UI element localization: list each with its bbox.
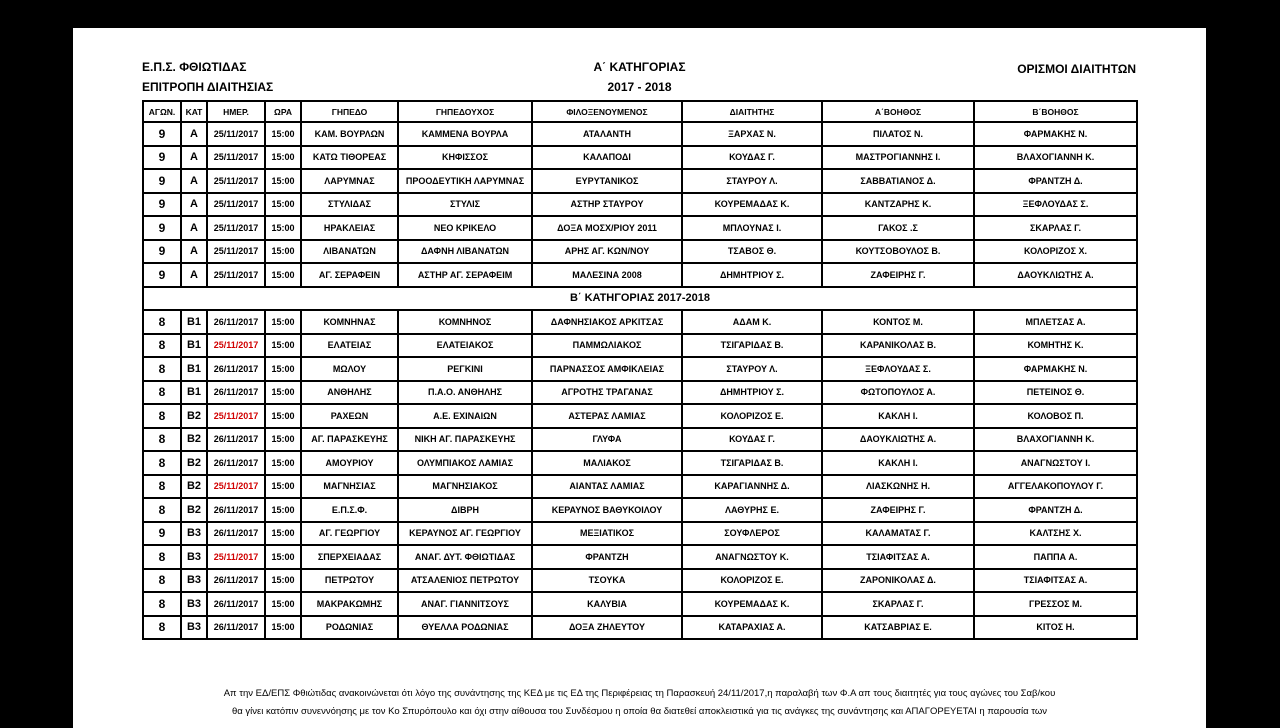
cell-away-team: ΔΑΦΝΗΣΙΑΚΟΣ ΑΡΚΙΤΣΑΣ (532, 310, 682, 334)
cell-assistant-1: ΚΑΚΛΗ Ι. (822, 404, 974, 428)
cell-referee: ΔΗΜΗΤΡΙΟΥ Σ. (682, 263, 822, 287)
cell-away-team: ΚΑΛΥΒΙΑ (532, 592, 682, 616)
cell-time: 15:00 (265, 522, 301, 546)
cell-assistant-1: ΓΑΚΟΣ .Σ (822, 216, 974, 240)
cell-away-team: ΜΕΞΙΑΤΙΚΟΣ (532, 522, 682, 546)
column-header-assistant-2: Β΄ΒΟΗΘΟΣ (974, 101, 1137, 122)
cell-date: 26/11/2017 (207, 616, 265, 640)
cell-assistant-2: ΦΑΡΜΑΚΗΣ Ν. (974, 122, 1137, 146)
cell-date: 25/11/2017 (207, 263, 265, 287)
cell-date: 25/11/2017 (207, 404, 265, 428)
cell-match-round: 9 (143, 193, 181, 217)
cell-referee: ΤΣΙΓΑΡΙΔΑΣ Β. (682, 334, 822, 358)
table-row (143, 310, 1137, 334)
cell-match-round: 9 (143, 146, 181, 170)
cell-category: Α (181, 169, 207, 193)
cell-date: 26/11/2017 (207, 428, 265, 452)
cell-assistant-1: ΚΟΥΤΣΟΒΟΥΛΟΣ Β. (822, 240, 974, 264)
cell-home-team: Π.Α.Ο. ΑΝΘΗΛΗΣ (398, 381, 532, 405)
cell-assistant-1: ΖΑΦΕΙΡΗΣ Γ. (822, 263, 974, 287)
cell-time: 15:00 (265, 616, 301, 640)
cell-match-round: 8 (143, 569, 181, 593)
column-header-match-round: ΑΓΩΝ. (143, 101, 181, 122)
cell-assistant-1: ΜΑΣΤΡΟΓΙΑΝΝΗΣ Ι. (822, 146, 974, 170)
cell-venue: ΜΑΓΝΗΣΙΑΣ (301, 475, 398, 499)
cell-assistant-1: ΚΑΛΑΜΑΤΑΣ Γ. (822, 522, 974, 546)
cell-away-team: ΠΑΜΜΩΛΙΑΚΟΣ (532, 334, 682, 358)
table-row (143, 146, 1137, 170)
cell-assistant-2: ΔΑΟΥΚΛΙΩΤΗΣ Α. (974, 263, 1137, 287)
cell-assistant-1: ΞΕΦΛΟΥΔΑΣ Σ. (822, 357, 974, 381)
cell-assistant-1: ΛΙΑΣΚΩΝΗΣ Η. (822, 475, 974, 499)
cell-venue: ΛΑΡΥΜΝΑΣ (301, 169, 398, 193)
cell-assistant-2: ΒΛΑΧΟΓΙΑΝΝΗ Κ. (974, 146, 1137, 170)
cell-referee: ΔΗΜΗΤΡΙΟΥ Σ. (682, 381, 822, 405)
cell-match-round: 9 (143, 122, 181, 146)
cell-date: 26/11/2017 (207, 310, 265, 334)
cell-home-team: ΚΗΦΙΣΣΟΣ (398, 146, 532, 170)
cell-match-round: 8 (143, 616, 181, 640)
cell-home-team: ΑΣΤΗΡ ΑΓ. ΣΕΡΑΦΕΙΜ (398, 263, 532, 287)
cell-referee: ΚΟΥΔΑΣ Γ. (682, 146, 822, 170)
cell-date: 26/11/2017 (207, 451, 265, 475)
cell-assistant-2: ΚΙΤΟΣ Η. (974, 616, 1137, 640)
cell-category: Β2 (181, 475, 207, 499)
cell-referee: ΚΟΛΟΡΙΖΟΣ Ε. (682, 569, 822, 593)
cell-assistant-1: ΣΚΑΡΛΑΣ Γ. (822, 592, 974, 616)
cell-assistant-2: ΚΟΛΟΒΟΣ Π. (974, 404, 1137, 428)
cell-date: 25/11/2017 (207, 146, 265, 170)
cell-referee: ΤΣΑΒΟΣ Θ. (682, 240, 822, 264)
table-row (143, 216, 1137, 240)
table-row (143, 357, 1137, 381)
cell-assistant-2: ΦΑΡΜΑΚΗΣ Ν. (974, 357, 1137, 381)
cell-category: Β2 (181, 428, 207, 452)
cell-category: Α (181, 193, 207, 217)
cell-category: Α (181, 216, 207, 240)
cell-venue: ΜΑΚΡΑΚΩΜΗΣ (301, 592, 398, 616)
cell-assistant-1: ΦΩΤΟΠΟΥΛΟΣ Α. (822, 381, 974, 405)
cell-venue: ΜΩΛΟΥ (301, 357, 398, 381)
season-title: 2017 - 2018 (607, 80, 672, 94)
cell-assistant-1: ΤΣΙΑΦΙΤΣΑΣ Α. (822, 545, 974, 569)
cell-time: 15:00 (265, 122, 301, 146)
table-header-row (143, 101, 1137, 122)
cell-time: 15:00 (265, 169, 301, 193)
cell-venue: ΣΠΕΡΧΕΙΑΔΑΣ (301, 545, 398, 569)
cell-assistant-1: ΖΑΦΕΙΡΗΣ Γ. (822, 498, 974, 522)
cell-category: Β1 (181, 357, 207, 381)
cell-assistant-2: ΞΕΦΛΟΥΔΑΣ Σ. (974, 193, 1137, 217)
cell-category: Β3 (181, 522, 207, 546)
cell-date: 26/11/2017 (207, 498, 265, 522)
cell-venue: ΚΟΜΝΗΝΑΣ (301, 310, 398, 334)
cell-category: Α (181, 146, 207, 170)
cell-referee: ΚΟΛΟΡΙΖΟΣ Ε. (682, 404, 822, 428)
cell-away-team: ΤΣΟΥΚΑ (532, 569, 682, 593)
cell-date: 26/11/2017 (207, 569, 265, 593)
column-header-assistant-1: Α΄ΒΟΗΘΟΣ (822, 101, 974, 122)
cell-time: 15:00 (265, 428, 301, 452)
cell-assistant-2: ΚΟΜΗΤΗΣ Κ. (974, 334, 1137, 358)
cell-assistant-2: ΦΡΑΝΤΖΗ Δ. (974, 169, 1137, 193)
cell-date: 26/11/2017 (207, 522, 265, 546)
cell-category: Β1 (181, 310, 207, 334)
cell-assistant-1: ΚΟΝΤΟΣ Μ. (822, 310, 974, 334)
cell-match-round: 8 (143, 475, 181, 499)
org-name: Ε.Π.Σ. ΦΘΙΩΤΙΔΑΣ (142, 60, 247, 74)
cell-referee: ΚΑΤΑΡΑΧΙΑΣ Α. (682, 616, 822, 640)
cell-venue: ΚΑΤΩ ΤΙΘΟΡΕΑΣ (301, 146, 398, 170)
cell-match-round: 8 (143, 310, 181, 334)
cell-match-round: 9 (143, 169, 181, 193)
column-header-away-team: ΦΙΛΟΞΕΝΟΥΜΕΝΟΣ (532, 101, 682, 122)
table-row (143, 428, 1137, 452)
cell-away-team: ΑΤΑΛΑΝΤΗ (532, 122, 682, 146)
cell-away-team: ΦΡΑΝΤΖΗ (532, 545, 682, 569)
cell-time: 15:00 (265, 334, 301, 358)
cell-away-team: ΜΑΛΙΑΚΟΣ (532, 451, 682, 475)
table-row (143, 592, 1137, 616)
org-committee: ΕΠΙΤΡΟΠΗ ΔΙΑΙΤΗΣΙΑΣ (142, 80, 274, 94)
cell-assistant-1: ΔΑΟΥΚΛΙΩΤΗΣ Α. (822, 428, 974, 452)
cell-home-team: ΣΤΥΛΙΣ (398, 193, 532, 217)
cell-match-round: 8 (143, 404, 181, 428)
cell-date: 26/11/2017 (207, 381, 265, 405)
cell-venue: ΑΓ. ΓΕΩΡΓΙΟΥ (301, 522, 398, 546)
cell-away-team: ΔΟΞΑ ΜΟΣΧ/ΡΙΟΥ 2011 (532, 216, 682, 240)
cell-match-round: 9 (143, 240, 181, 264)
cell-referee: ΚΟΥΡΕΜΑΔΑΣ Κ. (682, 592, 822, 616)
table-row (143, 498, 1137, 522)
cell-away-team: ΕΥΡΥΤΑΝΙΚΟΣ (532, 169, 682, 193)
cell-venue: ΗΡΑΚΛΕΙΑΣ (301, 216, 398, 240)
cell-date: 25/11/2017 (207, 169, 265, 193)
cell-venue: ΑΝΘΗΛΗΣ (301, 381, 398, 405)
cell-category: Α (181, 122, 207, 146)
cell-assistant-2: ΠΑΠΠΑ Α. (974, 545, 1137, 569)
cell-time: 15:00 (265, 263, 301, 287)
table-row (143, 616, 1137, 640)
cell-assistant-1: ΖΑΡΟΝΙΚΟΛΑΣ Δ. (822, 569, 974, 593)
cell-match-round: 8 (143, 357, 181, 381)
cell-referee: ΞΑΡΧΑΣ Ν. (682, 122, 822, 146)
cell-assistant-1: ΠΙΛΑΤΟΣ Ν. (822, 122, 974, 146)
cell-category: Α (181, 263, 207, 287)
cell-assistant-2: ΑΓΓΕΛΑΚΟΠΟΥΛΟΥ Γ. (974, 475, 1137, 499)
cell-home-team: ΔΑΦΝΗ ΛΙΒΑΝΑΤΩΝ (398, 240, 532, 264)
cell-away-team: ΑΓΡΟΤΗΣ ΤΡΑΓΑΝΑΣ (532, 381, 682, 405)
table-row (143, 263, 1137, 287)
cell-category: Α (181, 240, 207, 264)
column-header-date: ΗΜΕΡ. (207, 101, 265, 122)
cell-date: 25/11/2017 (207, 475, 265, 499)
cell-away-team: ΠΑΡΝΑΣΣΟΣ ΑΜΦΙΚΛΕΙΑΣ (532, 357, 682, 381)
cell-referee: ΣΤΑΥΡΟΥ Λ. (682, 169, 822, 193)
cell-home-team: ΑΝΑΓ. ΔΥΤ. ΦΘΙΩΤΙΔΑΣ (398, 545, 532, 569)
cell-time: 15:00 (265, 357, 301, 381)
cell-date: 26/11/2017 (207, 357, 265, 381)
section-header-row (143, 287, 1137, 311)
cell-referee: ΛΑΘΥΡΗΣ Ε. (682, 498, 822, 522)
referee-assignments-title: ΟΡΙΣΜΟΙ ΔΙΑΙΤΗΤΩΝ (1017, 62, 1136, 76)
cell-home-team: Α.Ε. ΕΧΙΝΑΙΩΝ (398, 404, 532, 428)
cell-home-team: ΑΤΣΑΛΕΝΙΟΣ ΠΕΤΡΩΤΟΥ (398, 569, 532, 593)
cell-away-team: ΜΑΛΕΣΙΝΑ 2008 (532, 263, 682, 287)
table-row (143, 334, 1137, 358)
cell-referee: ΑΝΑΓΝΩΣΤΟΥ Κ. (682, 545, 822, 569)
cell-assistant-1: ΚΑΚΛΗ Ι. (822, 451, 974, 475)
column-header-referee: ΔΙΑΙΤΗΤΗΣ (682, 101, 822, 122)
cell-venue: Ε.Π.Σ.Φ. (301, 498, 398, 522)
cell-referee: ΚΟΥΔΑΣ Γ. (682, 428, 822, 452)
table-row (143, 451, 1137, 475)
cell-time: 15:00 (265, 310, 301, 334)
table-row (143, 169, 1137, 193)
cell-referee: ΣΤΑΥΡΟΥ Λ. (682, 357, 822, 381)
column-header-category: ΚΑΤ (181, 101, 207, 122)
column-header-venue: ΓΗΠΕΔΟ (301, 101, 398, 122)
announcement-line-2: θα γίνει κατόπιν συνεννόησης με τον Κο Σπυρόπουλο και όχι στην αίθουσα του Συνδέσμου η οποία θα διατεθεί αποκλειστικά για τις ανάγκες της συνάντησης και ΑΠΑΓΟΡΕΥΕΤΑΙ η παρουσία των (231, 706, 1048, 717)
cell-time: 15:00 (265, 545, 301, 569)
cell-home-team: ΑΝΑΓ. ΓΙΑΝΝΙΤΣΟΥΣ (398, 592, 532, 616)
table-row (143, 240, 1137, 264)
cell-assistant-2: ΓΡΕΣΣΟΣ Μ. (974, 592, 1137, 616)
cell-home-team: ΚΕΡΑΥΝΟΣ ΑΓ. ΓΕΩΡΓΙΟΥ (398, 522, 532, 546)
cell-time: 15:00 (265, 592, 301, 616)
cell-assistant-2: ΚΟΛΟΡΙΖΟΣ Χ. (974, 240, 1137, 264)
cell-category: Β2 (181, 404, 207, 428)
cell-category: Β3 (181, 592, 207, 616)
cell-time: 15:00 (265, 451, 301, 475)
cell-match-round: 8 (143, 545, 181, 569)
cell-assistant-1: ΚΑΤΣΑΒΡΙΑΣ Ε. (822, 616, 974, 640)
cell-match-round: 8 (143, 428, 181, 452)
cell-away-team: ΓΛΥΦΑ (532, 428, 682, 452)
cell-date: 25/11/2017 (207, 334, 265, 358)
cell-away-team: ΑΣΤΗΡ ΣΤΑΥΡΟΥ (532, 193, 682, 217)
cell-home-team: ΜΑΓΝΗΣΙΑΚΟΣ (398, 475, 532, 499)
table-row (143, 522, 1137, 546)
cell-assistant-2: ΣΚΑΡΛΑΣ Γ. (974, 216, 1137, 240)
column-header-time: ΩΡΑ (265, 101, 301, 122)
cell-category: Β3 (181, 616, 207, 640)
cell-date: 25/11/2017 (207, 545, 265, 569)
cell-venue: ΑΓ. ΣΕΡΑΦΕΙΝ (301, 263, 398, 287)
cell-date: 26/11/2017 (207, 592, 265, 616)
cell-date: 25/11/2017 (207, 193, 265, 217)
category-title: Α΄ ΚΑΤΗΓΟΡΙΑΣ (593, 60, 686, 74)
cell-category: Β2 (181, 451, 207, 475)
cell-away-team: ΑΙΑΝΤΑΣ ΛΑΜΙΑΣ (532, 475, 682, 499)
schedule-table (142, 100, 1138, 640)
cell-referee: ΚΑΡΑΓΙΑΝΝΗΣ Δ. (682, 475, 822, 499)
document-page (73, 28, 1206, 728)
cell-assistant-1: ΚΑΡΑΝΙΚΟΛΑΣ Β. (822, 334, 974, 358)
cell-date: 25/11/2017 (207, 122, 265, 146)
section-b-title: Β΄ ΚΑΤΗΓΟΡΙΑΣ 2017-2018 (143, 287, 1137, 311)
cell-category: Β3 (181, 569, 207, 593)
cell-category: Β1 (181, 334, 207, 358)
cell-assistant-2: ΚΑΛΤΣΗΣ Χ. (974, 522, 1137, 546)
cell-away-team: ΑΣΤΕΡΑΣ ΛΑΜΙΑΣ (532, 404, 682, 428)
cell-time: 15:00 (265, 216, 301, 240)
cell-venue: ΡΟΔΩΝΙΑΣ (301, 616, 398, 640)
cell-home-team: ΡΕΓΚΙΝΙ (398, 357, 532, 381)
cell-match-round: 9 (143, 522, 181, 546)
cell-category: Β1 (181, 381, 207, 405)
cell-time: 15:00 (265, 146, 301, 170)
cell-assistant-2: ΦΡΑΝΤΖΗ Δ. (974, 498, 1137, 522)
cell-away-team: ΑΡΗΣ ΑΓ. ΚΩΝ/ΝΟΥ (532, 240, 682, 264)
cell-referee: ΜΠΛΟΥΝΑΣ Ι. (682, 216, 822, 240)
cell-match-round: 9 (143, 216, 181, 240)
cell-assistant-2: ΑΝΑΓΝΩΣΤΟΥ Ι. (974, 451, 1137, 475)
cell-venue: ΛΙΒΑΝΑΤΩΝ (301, 240, 398, 264)
cell-time: 15:00 (265, 475, 301, 499)
cell-category: Β2 (181, 498, 207, 522)
table-row (143, 193, 1137, 217)
cell-date: 25/11/2017 (207, 216, 265, 240)
table-row (143, 381, 1137, 405)
cell-referee: ΣΟΥΦΛΕΡΟΣ (682, 522, 822, 546)
cell-time: 15:00 (265, 381, 301, 405)
table-row (143, 569, 1137, 593)
cell-home-team: ΟΛΥΜΠΙΑΚΟΣ ΛΑΜΙΑΣ (398, 451, 532, 475)
table-row (143, 122, 1137, 146)
cell-match-round: 8 (143, 592, 181, 616)
cell-time: 15:00 (265, 498, 301, 522)
cell-home-team: ΚΟΜΝΗΝΟΣ (398, 310, 532, 334)
cell-match-round: 8 (143, 498, 181, 522)
cell-assistant-2: ΠΕΤΕΙΝΟΣ Θ. (974, 381, 1137, 405)
table-row (143, 475, 1137, 499)
cell-referee: ΚΟΥΡΕΜΑΔΑΣ Κ. (682, 193, 822, 217)
cell-venue: ΑΜΟΥΡΙΟΥ (301, 451, 398, 475)
cell-referee: ΤΣΙΓΑΡΙΔΑΣ Β. (682, 451, 822, 475)
cell-match-round: 8 (143, 451, 181, 475)
cell-home-team: ΘΥΕΛΛΑ ΡΟΔΩΝΙΑΣ (398, 616, 532, 640)
cell-assistant-1: ΚΑΝΤΖΑΡΗΣ Κ. (822, 193, 974, 217)
cell-venue: ΣΤΥΛΙΔΑΣ (301, 193, 398, 217)
cell-assistant-2: ΒΛΑΧΟΓΙΑΝΝΗ Κ. (974, 428, 1137, 452)
cell-match-round: 8 (143, 334, 181, 358)
cell-venue: ΡΑΧΕΩΝ (301, 404, 398, 428)
cell-time: 15:00 (265, 240, 301, 264)
cell-venue: ΕΛΑΤΕΙΑΣ (301, 334, 398, 358)
cell-referee: ΑΔΑΜ Κ. (682, 310, 822, 334)
table-row (143, 404, 1137, 428)
cell-time: 15:00 (265, 193, 301, 217)
cell-assistant-2: ΤΣΙΑΦΙΤΣΑΣ Α. (974, 569, 1137, 593)
cell-category: Β3 (181, 545, 207, 569)
column-header-home-team: ΓΗΠΕΔΟΥΧΟΣ (398, 101, 532, 122)
cell-home-team: ΝΙΚΗ ΑΓ. ΠΑΡΑΣΚΕΥΗΣ (398, 428, 532, 452)
cell-venue: ΑΓ. ΠΑΡΑΣΚΕΥΗΣ (301, 428, 398, 452)
cell-home-team: ΚΑΜΜΕΝΑ ΒΟΥΡΛΑ (398, 122, 532, 146)
cell-assistant-1: ΣΑΒΒΑΤΙΑΝΟΣ Δ. (822, 169, 974, 193)
cell-away-team: ΚΕΡΑΥΝΟΣ ΒΑΘΥΚΟΙΛΟΥ (532, 498, 682, 522)
cell-venue: ΚΑΜ. ΒΟΥΡΛΩΝ (301, 122, 398, 146)
cell-match-round: 8 (143, 381, 181, 405)
cell-home-team: ΠΡΟΟΔΕΥΤΙΚΗ ΛΑΡΥΜΝΑΣ (398, 169, 532, 193)
cell-home-team: ΝΕΟ ΚΡΙΚΕΛΟ (398, 216, 532, 240)
cell-away-team: ΚΑΛΑΠΟΔΙ (532, 146, 682, 170)
cell-assistant-2: ΜΠΛΕΤΣΑΣ Α. (974, 310, 1137, 334)
announcement-line-1: Απ την ΕΔ/ΕΠΣ Φθιώτιδας ανακοινώνεται ότι λόγο της συνάντησης της ΚΕΔ με τις ΕΔ της Περιφέρειας τη Παρασκευή 24/11/2017,η παραλαβή των Φ.Α απ τους διαιτητές για τους αγώνες του Σαβ/κου (223, 688, 1056, 699)
cell-home-team: ΕΛΑΤΕΙΑΚΟΣ (398, 334, 532, 358)
cell-match-round: 9 (143, 263, 181, 287)
table-row (143, 545, 1137, 569)
cell-home-team: ΔΙΒΡΗ (398, 498, 532, 522)
cell-date: 25/11/2017 (207, 240, 265, 264)
cell-venue: ΠΕΤΡΩΤΟΥ (301, 569, 398, 593)
cell-away-team: ΔΟΞΑ ΖΗΛΕΥΤΟΥ (532, 616, 682, 640)
cell-time: 15:00 (265, 404, 301, 428)
cell-time: 15:00 (265, 569, 301, 593)
